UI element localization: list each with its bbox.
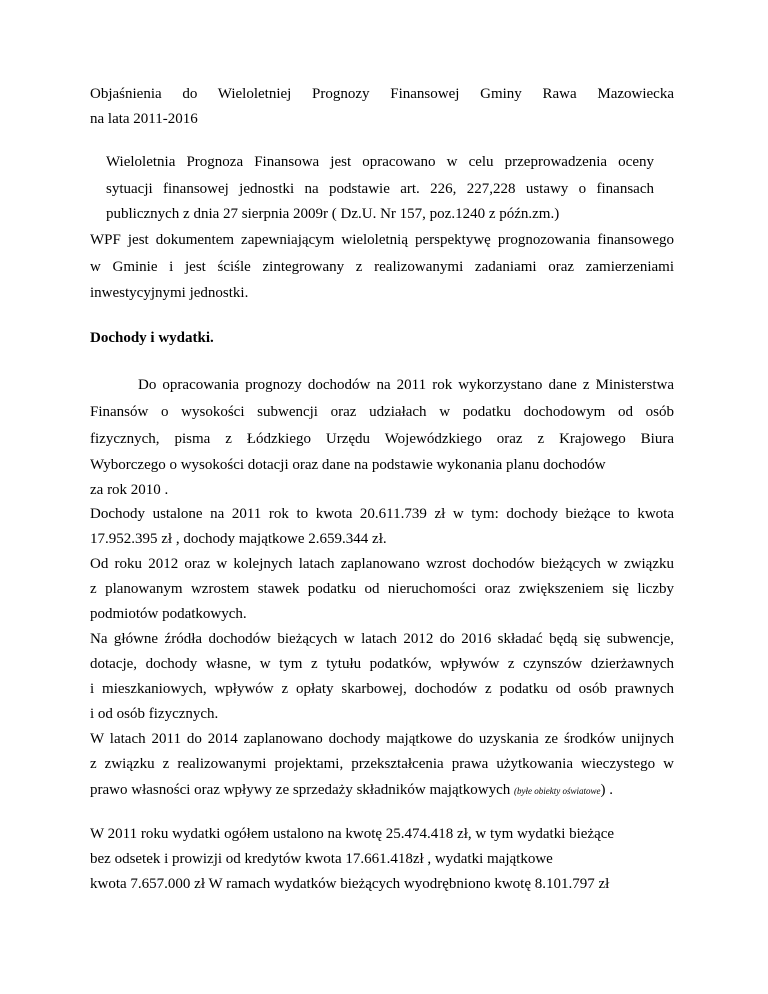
income-2011-line-2: 17.952.395 zł , dochody majątkowe 2.659.344 zł.: [90, 531, 387, 547]
document-title-line-1: Objaśnienia do Wieloletniej Prognozy Finansowej Gminy Rawa Mazowiecka: [90, 86, 674, 102]
intro-line-3: publicznych z dnia 27 sierpnia 2009r ( Dz.U. Nr 157, poz.1240 z późn.zm.): [106, 206, 560, 222]
expenses-line-2: bez odsetek i prowizji od kredytów kwota 17.661.418zł , wydatki majątkowe: [90, 851, 553, 867]
section-heading: Dochody i wydatki.: [90, 330, 214, 346]
capital-line-3-note: (byłe obiekty oświatowe: [514, 786, 601, 796]
income-line-4: Wyborczego o wysokości dotacji oraz dane na podstawie wykonania planu dochodów: [90, 457, 606, 473]
wpf-line-2: w Gminie i jest ściśle zintegrowany z realizowanymi zadaniami oraz zamierzeniami: [90, 259, 674, 275]
growth-line-2: z planowanym wzrostem stawek podatku od nieruchomości oraz zwiększeniem się liczby: [90, 581, 674, 597]
capital-line-3: [90, 781, 674, 800]
income-line-1: Do opracowania prognozy dochodów na 2011 rok wykorzystano dane z Ministerstwa: [138, 377, 674, 393]
capital-line-3-main: prawo własności oraz wpływy ze sprzedaży składników majątkowych: [90, 782, 511, 798]
capital-line-3-tail: ) .: [600, 782, 614, 798]
sources-line-3: i mieszkaniowych, wpływów z opłaty skarbowej, dochodów z podatku od osób prawnych: [90, 681, 674, 697]
sources-line-2: dotacje, dochody własne, w tym z tytułu podatków, wpływów z czynszów dzierżawnych: [90, 656, 674, 672]
sources-line-1: Na główne źródła dochodów bieżących w latach 2012 do 2016 składać będą się subwencje,: [90, 631, 674, 647]
intro-line-2: sytuacji finansowej jednostki na podstawie art. 226, 227,228 ustawy o finansach: [106, 181, 654, 197]
income-line-5: za rok 2010 .: [90, 482, 169, 498]
income-2011-line-1: Dochody ustalone na 2011 rok to kwota 20.611.739 zł w tym: dochody bieżące to kwota: [90, 506, 674, 522]
intro-line-1: Wieloletnia Prognoza Finansowa jest opracowano w celu przeprowadzenia oceny: [106, 154, 654, 170]
growth-line-3: podmiotów podatkowych.: [90, 606, 247, 622]
capital-line-2: z związku z realizowanymi projektami, przekształcenia prawa użytkowania wieczystego w: [90, 756, 674, 772]
sources-line-4: i od osób fizycznych.: [90, 706, 219, 722]
wpf-line-3: inwestycyjnymi jednostki.: [90, 285, 249, 301]
document-title-line-2: na lata 2011-2016: [90, 111, 198, 127]
capital-line-1: W latach 2011 do 2014 zaplanowano dochody majątkowe do uzyskania ze środków unijnych: [90, 731, 674, 747]
wpf-line-1: WPF jest dokumentem zapewniającym wieloletnią perspektywę prognozowania finansowego: [90, 232, 674, 248]
expenses-line-1: W 2011 roku wydatki ogółem ustalono na kwotę 25.474.418 zł, w tym wydatki bieżące: [90, 826, 615, 842]
growth-line-1: Od roku 2012 oraz w kolejnych latach zaplanowano wzrost dochodów bieżących w związku: [90, 556, 674, 572]
income-line-3: fizycznych, pisma z Łódzkiego Urzędu Wojewódzkiego oraz z Krajowego Biura: [90, 431, 674, 447]
expenses-line-3: kwota 7.657.000 zł W ramach wydatków bieżących wyodrębniono kwotę 8.101.797 zł: [90, 876, 610, 892]
income-line-2: Finansów o wysokości subwencji oraz udziałach w podatku dochodowym od osób: [90, 404, 674, 420]
